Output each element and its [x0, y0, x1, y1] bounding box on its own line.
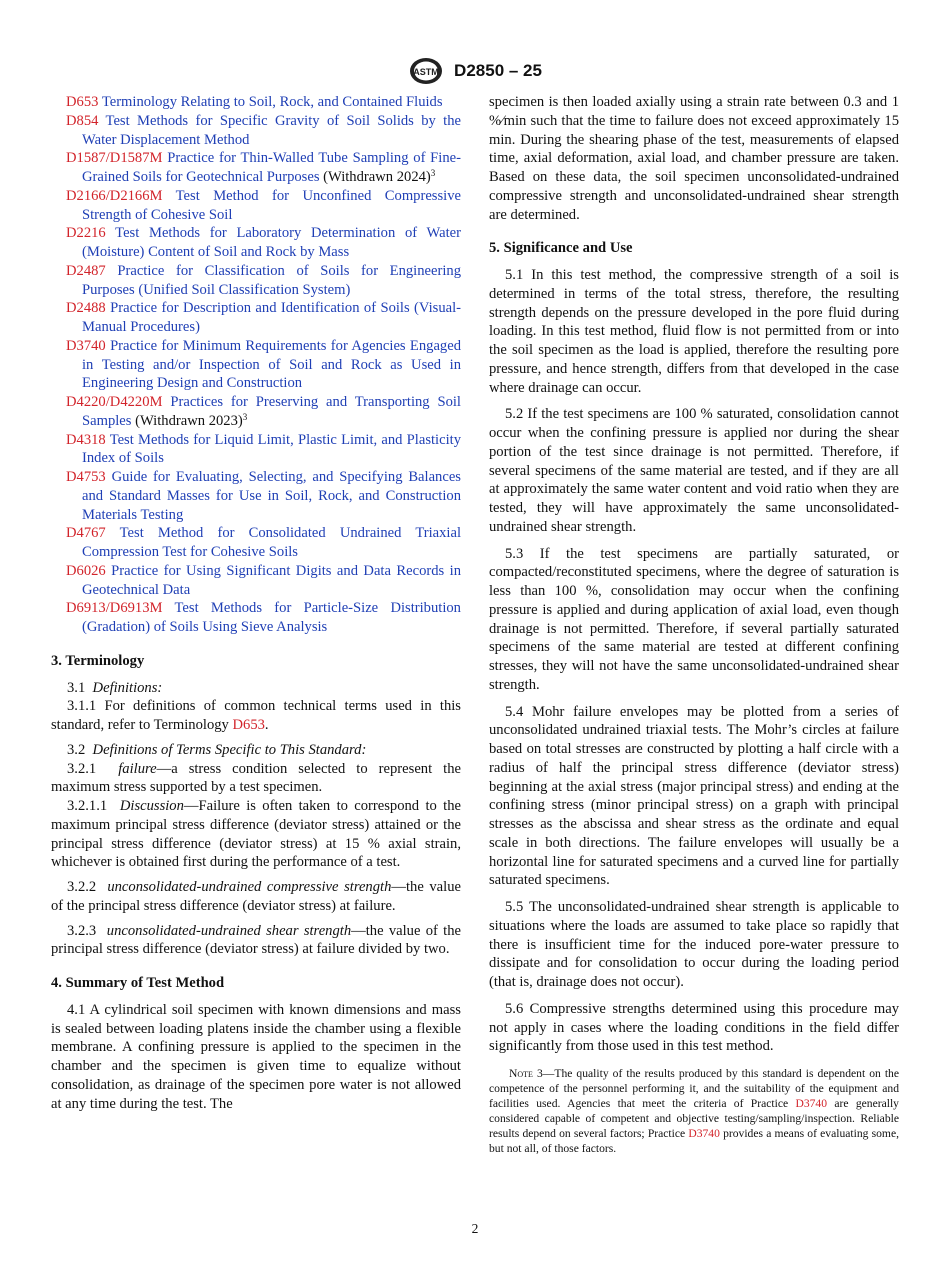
reference-code-link[interactable]: D2166/D2166M	[66, 187, 163, 204]
reference-item	[51, 224, 461, 262]
note-3: Note 3—The quality of the results produced by this standard is dependent on the competence of the personnel performing it, and the suitability of the equipment and facilities used. Agencies that meet the criteria of Practice D3740 are generally considered capable of competent and objective testing/sampling/inspection. Reliable results depend on several factors; Practice D3740 provides a means of evaluating some, but not all, of those factors.	[489, 1067, 899, 1156]
para-3-2: 3.2 Definitions of Terms Specific to This Standard:	[67, 741, 367, 758]
reference-title-link[interactable]: Practice for Minimum Requirements for Agencies Engaged in Testing and/or Inspection of Soil and Rock as Used in Engineering Design and Construction	[82, 337, 461, 392]
page-number: 2	[471, 1221, 479, 1236]
reference-status: (Withdrawn 2024)	[319, 169, 431, 185]
reference-status: (Withdrawn 2023)	[131, 412, 243, 429]
reference-code-link[interactable]: D653	[66, 94, 99, 110]
reference-title-link[interactable]: Test Methods for Particle-Size Distribution (Gradation) of Soils Using Sieve Analysis	[82, 600, 461, 635]
para-4-1-part-1: 4.1 A cylindrical soil specimen with known dimensions and mass is sealed between loading platens inside the chamber using a flexible membrane. A confining pressure is applied to the specimen in the chamber and the specimen is given time to equalize without consolidation, as drainage of the specimen pore water is not allowed at any time during the test. The	[51, 1001, 461, 1112]
reference-item	[51, 262, 461, 300]
reference-title-link[interactable]: Test Methods for Laboratory Determination of Water (Moisture) Content of Soil and Rock by Mass	[82, 225, 461, 260]
reference-code-link[interactable]: D4753	[66, 469, 106, 485]
para-5-3: 5.3 If the test specimens are partially saturated, or compacted/reconstituted specimens, where the degree of saturation is less than 100 %, consolidation may occur when the confining pressure is applied and during application of axial load, even though drainage is not permitted. Therefore, if several partially saturated specimens of the same material are tested at different confining stresses, they will not have the same unconsolidated-undrained shear strength.	[489, 545, 899, 693]
document-designation: D2850 – 25	[454, 61, 542, 80]
para-3-2-1-1: 3.2.1.1 Discussion—Failure is often taken to correspond to the maximum principal stress difference (deviator stress) attained or the principal stress difference (deviator stress) at 15 % axial strain, whichever is obtained first during the performance of a test.	[51, 798, 461, 871]
reference-title-link[interactable]: Practices for Preserving and Transporting Soil Samples	[82, 394, 461, 429]
link-d653[interactable]: D653	[232, 717, 265, 733]
para-5-6: 5.6 Compressive strengths determined using this procedure may not apply in cases where the loading conditions in the field differ significantly from those used in this test method.	[489, 1000, 899, 1055]
reference-title-link[interactable]: Practice for Thin-Walled Tube Sampling of Fine-Grained Soils for Geotechnical Purposes	[82, 150, 461, 185]
para-3-2-2: 3.2.2 unconsolidated-undrained compressive strength—the value of the principal stress difference (deviator stress) at failure.	[51, 879, 461, 914]
reference-title-link[interactable]: Test Method for Consolidated Undrained Triaxial Compression Test for Cohesive Soils	[82, 525, 461, 560]
para-5-1: 5.1 In this test method, the compressive strength of a soil is determined in terms of the total stress, therefore, the resulting strength depends on the pressure developed in the pore fluid during loading. In this test method, fluid flow is not permitted from or into the soil specimen as the load is applied, therefore the resulting pore pressure, and hence strength, differs from that developed in the case where drainage can occur.	[489, 267, 899, 396]
reference-code-link[interactable]: D6026	[66, 562, 106, 579]
reference-item	[51, 393, 461, 431]
reference-item	[51, 112, 461, 150]
reference-item	[51, 524, 461, 562]
para-5-4: 5.4 Mohr failure envelopes may be plotted from a series of unconsolidated undrained triaxial tests. The Mohr’s circles at failure based on total stresses are constructed by plotting a half circle with a radius of half the principal stress difference (deviator stress) beginning at the axial stress (major principal stress) and ending at the confining stress (minor principal stress) on a graph with principal stresses as the abscissa and shear stress as the ordinate and equal scale in both directions. The failure envelopes will usually be a horizontal line for saturated specimens and a curved line for partially saturated specimens.	[489, 703, 899, 889]
reference-item	[51, 599, 461, 637]
reference-item	[51, 431, 461, 469]
reference-title-link[interactable]: Practice for Description and Identification of Soils (Visual-Manual Procedures)	[82, 300, 462, 335]
reference-code-link[interactable]: D2216	[66, 225, 106, 242]
footnote-marker: 3	[430, 168, 436, 178]
astm-logo-icon	[408, 56, 444, 86]
reference-item	[51, 93, 461, 112]
reference-item	[51, 562, 461, 600]
reference-title-link[interactable]: Test Method for Unconfined Compressive Strength of Cohesive Soil	[82, 187, 461, 223]
reference-code-link[interactable]: D4767	[66, 525, 106, 542]
reference-code-link[interactable]: D1587/D1587M	[66, 150, 163, 167]
reference-item	[51, 337, 461, 393]
reference-code-link[interactable]: D2488	[66, 300, 106, 317]
para-3-2-3: 3.2.3 unconsolidated-undrained shear strength—the value of the principal stress difference (deviator stress) at failure divided by two.	[51, 922, 462, 958]
reference-item	[51, 299, 461, 337]
svg-text:ASTM: ASTM	[413, 67, 439, 77]
footnote-marker: 3	[242, 411, 248, 422]
section-5-heading: 5. Significance and Use	[489, 240, 633, 257]
para-3-1: 3.1 Definitions:	[67, 679, 163, 696]
reference-title-link[interactable]: Test Methods for Specific Gravity of Soil Solids by the Water Displacement Method	[82, 112, 462, 148]
reference-item	[51, 187, 461, 225]
reference-code-link[interactable]: D854	[66, 112, 99, 129]
reference-title-link[interactable]: Terminology Relating to Soil, Rock, and Contained Fluids	[101, 94, 443, 110]
reference-code-link[interactable]: D3740	[66, 337, 106, 354]
reference-code-link[interactable]: D6913/D6913M	[66, 600, 163, 617]
reference-title-link[interactable]: Guide for Evaluating, Selecting, and Specifying Balances and Standard Masses for Use in Soil, Rock, and Construction Materials Testing	[82, 469, 461, 523]
link-d3740[interactable]: D3740	[795, 1097, 828, 1111]
left-column	[51, 93, 461, 1113]
para-4-1-part-2: specimen is then loaded axially using a strain rate between 0.3 and 1 %⁄min such that the time to failure does not exceed approximately 15 min. During the shearing phase of the test, measurements of elapsed time, axial deformation, axial load, and chamber pressure are taken. Based on these data, the soil specimen unconsolidated-undrained compressive strength and unconsolidated-undrained shear strength are determined.	[489, 94, 899, 223]
link-d3740[interactable]: D3740	[688, 1127, 720, 1141]
page-header	[0, 56, 950, 86]
para-5-2: 5.2 If the test specimens are 100 % saturated, consolidation cannot occur when the confining pressure is applied nor during the shear portion of the test since drainage is not permitted. Therefore, if several specimens of the same material are tested, and if they are all at approximately the same water content and void ratio when they are tested, they will have approximately the same unconsolidated-undrained shear strength.	[489, 406, 899, 535]
referenced-documents-list	[51, 93, 461, 637]
reference-item	[51, 149, 461, 187]
reference-code-link[interactable]: D4318	[66, 431, 106, 448]
para-3-1-1: 3.1.1 For definitions of common technical terms used in this standard, refer to Terminology D653.	[51, 698, 461, 733]
reference-title-link[interactable]: Practice for Using Significant Digits and Data Records in Geotechnical Data	[82, 562, 461, 598]
section-3-heading: 3. Terminology	[51, 652, 145, 669]
reference-code-link[interactable]: D4220/D4220M	[66, 394, 163, 410]
right-column	[489, 93, 899, 1157]
reference-title-link[interactable]: Practice for Classification of Soils for Engineering Purposes (Unified Soil Classification System)	[82, 262, 461, 298]
reference-code-link[interactable]: D2487	[66, 262, 106, 279]
reference-title-link[interactable]: Test Methods for Liquid Limit, Plastic Limit, and Plasticity Index of Soils	[82, 431, 461, 467]
para-3-2-1: 3.2.1 failure—a stress condition selected to represent the maximum stress supported by a test specimen.	[51, 760, 461, 796]
para-5-5: 5.5 The unconsolidated-undrained shear strength is applicable to situations where the loads are assumed to take place so rapidly that there is insufficient time for the induced pore-water pressure to dissipate and for consolidation to occur during the loading period (that is, drainage does not occur).	[489, 899, 899, 990]
section-4-heading: 4. Summary of Test Method	[51, 975, 225, 991]
reference-item	[51, 468, 461, 524]
